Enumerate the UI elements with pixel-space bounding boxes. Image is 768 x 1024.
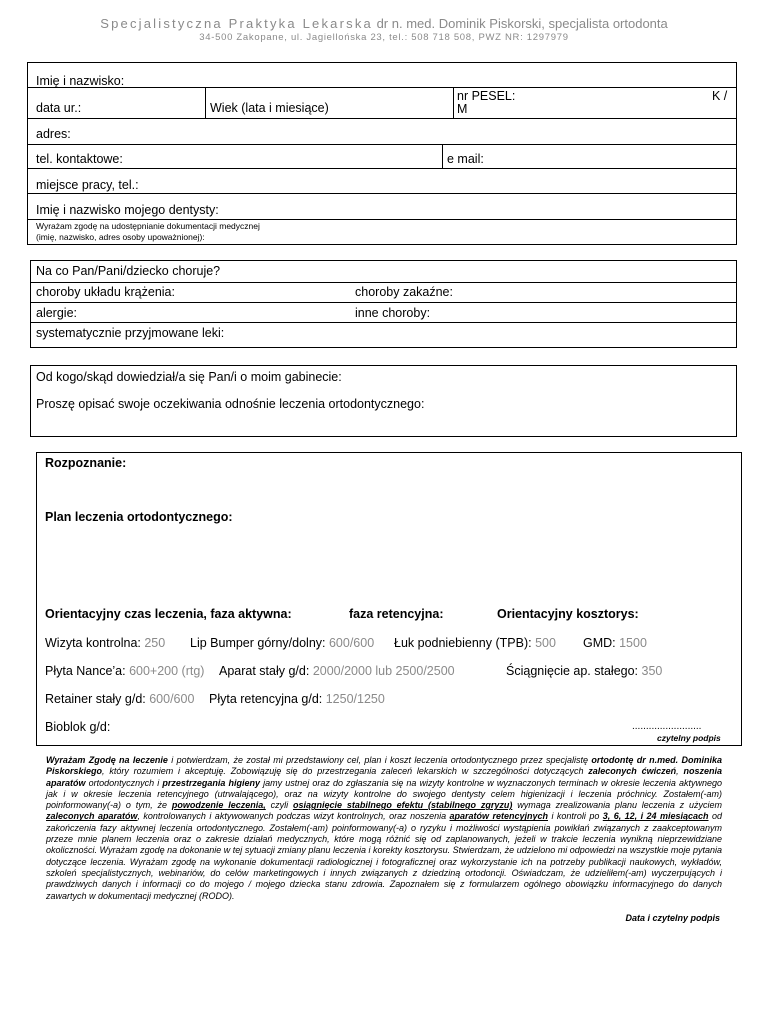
medication-field[interactable]: systematycznie przyjmowane leki: xyxy=(36,326,225,340)
address-field[interactable]: adres: xyxy=(36,127,71,141)
cost-item: Aparat stały g/d: 2000/2000 lub 2500/2500 xyxy=(219,664,455,678)
divider xyxy=(31,282,736,283)
dob-field[interactable]: data ur.: xyxy=(36,101,82,115)
records-consent-hint: (imię, nazwisko, adres osoby upoważnionej): xyxy=(36,232,205,242)
email-field[interactable]: e mail: xyxy=(447,152,484,166)
divider xyxy=(31,302,736,303)
allergies-field[interactable]: alergie: xyxy=(36,306,77,320)
cost-item: Lip Bumper górny/dolny: 600/600 xyxy=(190,636,375,650)
phone-field[interactable]: tel. kontaktowe: xyxy=(36,152,123,166)
divider xyxy=(28,193,736,194)
divider xyxy=(28,168,736,169)
illness-question: Na co Pan/Pani/dziecko choruje? xyxy=(36,264,221,278)
treatment-plan-section xyxy=(36,452,742,746)
divider xyxy=(28,118,736,119)
divider xyxy=(28,144,736,145)
referral-section xyxy=(30,365,737,437)
other-diseases-field[interactable]: inne choroby: xyxy=(355,306,431,320)
date-signature-label: Data i czytelny podpis xyxy=(625,913,720,923)
circulatory-field[interactable]: choroby układu krążenia: xyxy=(36,285,175,299)
infectious-field[interactable]: choroby zakaźne: xyxy=(355,285,453,299)
doctor-name: dr n. med. Dominik Piskorski, specjalista ortodonta xyxy=(372,16,668,31)
age-field[interactable]: Wiek (lata i miesiące) xyxy=(210,101,329,115)
cost-item: Wizyta kontrolna: 250 xyxy=(45,636,166,650)
cost-item: Płyta retencyjna g/d: 1250/1250 xyxy=(209,692,385,706)
divider xyxy=(453,87,454,118)
sex-m-option[interactable]: M xyxy=(457,102,468,116)
divider xyxy=(31,322,736,323)
work-field[interactable]: miejsce pracy, tel.: xyxy=(36,178,139,192)
practice-header xyxy=(0,16,768,31)
cost-item: GMD: 1500 xyxy=(583,636,647,650)
practice-name: Specjalistyczna Praktyka Lekarska xyxy=(100,16,373,31)
cost-item: Retainer stały g/d: 600/600 xyxy=(45,692,195,706)
retention-phase-heading: faza retencyjna: xyxy=(349,607,444,621)
divider xyxy=(442,144,443,168)
name-field[interactable]: Imię i nazwisko: xyxy=(36,74,125,88)
divider xyxy=(28,87,736,88)
practice-address: 34-500 Zakopane, ul. Jagiellońska 23, tel.: 508 718 508, PWZ NR: 1297979 xyxy=(199,32,569,43)
cost-item: Bioblok g/d: xyxy=(45,720,111,734)
records-consent-label: Wyrażam zgodę na udostępnianie dokumentacji medycznej xyxy=(36,221,260,231)
sex-k-option[interactable]: K / xyxy=(712,89,728,103)
diagnosis-heading: Rozpoznanie: xyxy=(45,456,127,470)
treatment-consent-text: Wyrażam Zgodę na leczenie i potwierdzam, że został mi przedstawiony cel, plan i koszt leczenia ortodontycznego przez specjalistę ortodontę dr n.med. Dominika Piskorskiego, który rozumiem i akceptuję. Zobowiązuję się do przestrzegania zaleceń lekarskich w szczególności dotyczących zaleconych ćwiczeń, noszenia aparatów ortodontycznych i przestrzegania higieny jamy ustnej oraz do zgłaszania się na wizyty kontrolne w wyznaczonych terminach w okresie leczenia aktywnego jak i w okresie leczenia retencyjnego (utrwalającego), oraz na wizyty kontrolne do swojego dentysty celem higienizacji i leczenia próchnicy. Zostałem(-am) poinformowany(-a) o tym, że powodzenie leczenia, czyli osiągnięcie stabilnego efektu (stabilnego zgryzu) wymaga zrealizowania planu leczenia z użyciem zaleconych aparatów, kontrolowanych i aktywowanych podczas wizyt kontrolnych, oraz noszenia aparatów retencyjnych i kontroli po 3, 6, 12, i 24 miesiącach od zakończenia fazy aktywnej leczenia ortodontycznego. Zostałem(-am) poinformowany(-a) o ryzyku i możliwości wystąpienia powikłań związanych z zaakceptowanym przeze mnie planem leczenia oraz o zakresie działań medycznych, które mogą różnić się od zaplanowanych, jeżeli w trakcie leczenia wynikną nieprzewidziane okoliczności. Wyrażam zgodę na dokonanie w tej sytuacji zmiany planu leczenia i korekty kosztorysu. Stwierdzam, że udzielono mi odpowiedzi na wszystkie moje pytania dotyczące leczenia. Wyrażam zgodę na wykonanie dokumentacji radiologicznej i fotograficznej oraz wykorzystanie ich na potrzeby publikacji naukowych, wykładów, szkoleń specjalistycznych, webinariów, do celów marketingowych i innych związanych z dziedziną ortodoncji. Oświadczam, że udzieliłem(-am) wyczerpujących i prawdziwych danych i informacji co do mojego / mojego dziecka stanu zdrowia. Zapoznałem się z formularzem ogólnego obowiązku informacyjnego do danych zawartych w dokumentacji medycznej (RODO). xyxy=(46,755,723,901)
referral-source-field[interactable]: Od kogo/skąd dowiedział/a się Pan/i o moim gabinecie: xyxy=(36,370,342,384)
cost-estimate-heading: Orientacyjny kosztorys: xyxy=(497,607,639,621)
signature-label: czytelny podpis xyxy=(657,733,721,743)
signature-line[interactable]: ......................... xyxy=(632,721,702,732)
active-phase-heading: Orientacyjny czas leczenia, faza aktywna: xyxy=(45,607,292,621)
divider xyxy=(205,87,206,118)
cost-item: Ściągnięcie ap. stałego: 350 xyxy=(506,664,663,678)
cost-item: Łuk podniebienny (TPB): 500 xyxy=(394,636,556,650)
personal-data-section xyxy=(27,62,737,245)
medical-history-section xyxy=(30,260,737,348)
pesel-field[interactable]: nr PESEL: xyxy=(457,89,516,103)
plan-heading: Plan leczenia ortodontycznego: xyxy=(45,510,233,524)
divider xyxy=(28,219,736,220)
dentist-field[interactable]: Imię i nazwisko mojego dentysty: xyxy=(36,203,219,217)
cost-item: Płyta Nance’a: 600+200 (rtg) xyxy=(45,664,205,678)
expectations-field[interactable]: Proszę opisać swoje oczekiwania odnośnie leczenia ortodontycznego: xyxy=(36,397,425,411)
